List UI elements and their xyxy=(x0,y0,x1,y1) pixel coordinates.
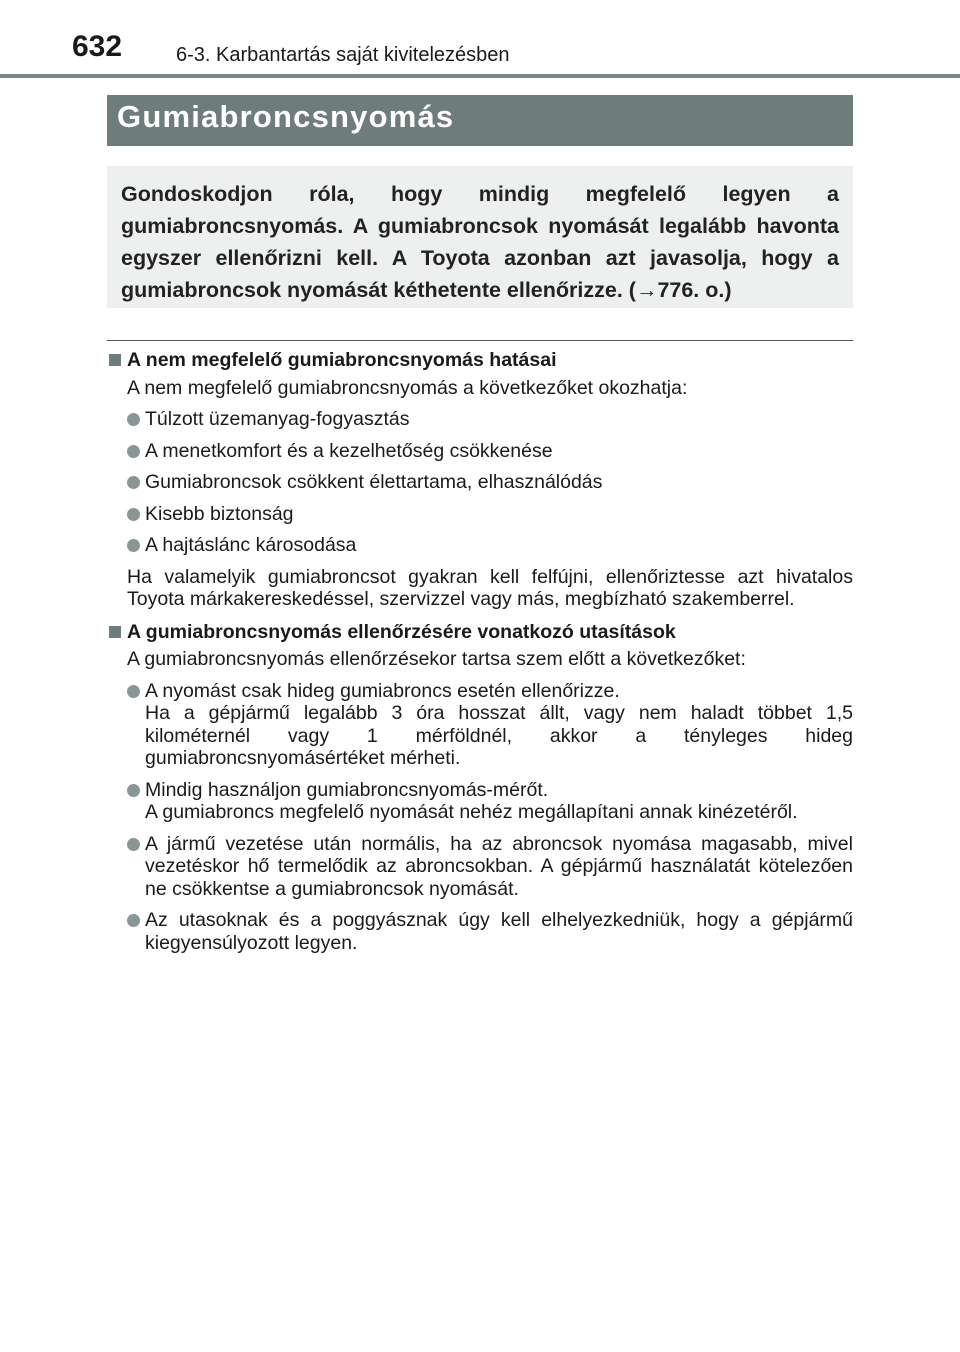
list-item-first: Mindig használjon gumiabroncsnyomás-mérőt. xyxy=(145,778,549,801)
list-item-rest: Ha a gépjármű legalább 3 óra hosszat állt, vagy nem haladt többet 1,5 kilométernél vagy 1 mérföldnél, akkor a tényleges hideg gumiabroncsnyomásértéket mérheti. xyxy=(145,702,853,769)
list-item-text: Túlzott üzemanyag-fogyasztás xyxy=(145,408,410,430)
divider xyxy=(107,340,853,341)
list-item xyxy=(127,471,853,494)
list-item-first: Az utasoknak és a poggyásznak úgy kell elhelyezkedniük, hogy a gépjármű kiegyensúlyozott legyen. xyxy=(145,909,853,954)
list-item-first: A nyomást csak hideg gumiabroncs esetén ellenőrizze. xyxy=(145,679,620,702)
circle-bullet-icon xyxy=(127,476,140,489)
section-path: 6-3. Karbantartás saját kivitelezésben xyxy=(176,44,510,66)
circle-bullet-icon xyxy=(127,838,140,851)
square-bullet-icon xyxy=(109,626,121,638)
section-lead: A gumiabroncsnyomás ellenőrzésekor tartsa szem előtt a következőket: xyxy=(127,648,746,670)
section-closing: Ha valamelyik gumiabroncsot gyakran kell felfújni, ellenőriztesse azt hivatalos Toyota márkakereskedéssel, szervizzel vagy más, megbízható szakemberrel. xyxy=(127,565,853,610)
list-item xyxy=(127,503,853,526)
section-heading-text: A nem megfelelő gumiabroncsnyomás hatásai xyxy=(127,349,557,371)
list-item xyxy=(127,909,853,954)
title-bar xyxy=(107,95,853,146)
list-item-text: Gumiabroncsok csökkent élettartama, elhasználódás xyxy=(145,471,603,493)
circle-bullet-icon xyxy=(127,784,140,797)
intro-box xyxy=(107,166,853,308)
section-heading xyxy=(107,621,853,644)
section-heading-text: A gumiabroncsnyomás ellenőrzésére vonatkozó utasítások xyxy=(127,620,676,643)
list-item xyxy=(127,833,853,901)
circle-bullet-icon xyxy=(127,685,140,698)
intro-text: Gondoskodjon róla, hogy mindig megfelelő legyen a gumiabroncsnyomás. A gumiabroncsok nyomását legalább havonta egyszer ellenőrizni kell. A Toyota azonban azt javasolja, hogy a gumiabroncsok nyomását kéthetente ellenőrizze. (→776. o.) xyxy=(121,182,839,302)
list-item xyxy=(127,440,853,463)
list-item-rest: A gumiabroncs megfelelő nyomását nehéz megállapítani annak kinézetéről. xyxy=(145,801,798,823)
section-lead: A nem megfelelő gumiabroncsnyomás a következőket okozhatja: xyxy=(127,376,688,399)
list-item xyxy=(127,534,853,557)
circle-bullet-icon xyxy=(127,914,140,927)
circle-bullet-icon xyxy=(127,445,140,458)
circle-bullet-icon xyxy=(127,508,140,521)
list-item-first: A jármű vezetése után normális, ha az abroncsok nyomása magasabb, mivel vezetéskor hő termelődik az abroncsokban. A gépjármű használatát kötelezően ne csökkentse a gumiabroncsok nyomását. xyxy=(145,832,853,900)
content xyxy=(107,349,853,954)
list-item xyxy=(127,680,853,770)
list-item xyxy=(127,779,853,824)
circle-bullet-icon xyxy=(127,413,140,426)
header-rule xyxy=(0,74,960,78)
page-number: 632 xyxy=(72,30,123,63)
list-item-text: A menetkomfort és a kezelhetőség csökkenése xyxy=(145,439,553,462)
circle-bullet-icon xyxy=(127,539,140,552)
list-item-text: A hajtáslánc károsodása xyxy=(145,534,357,556)
page-title: Gumiabroncsnyomás xyxy=(117,99,455,134)
list-item xyxy=(127,408,853,431)
square-bullet-icon xyxy=(109,354,121,366)
section-heading xyxy=(107,349,853,372)
list-item-text: Kisebb biztonság xyxy=(145,502,294,525)
